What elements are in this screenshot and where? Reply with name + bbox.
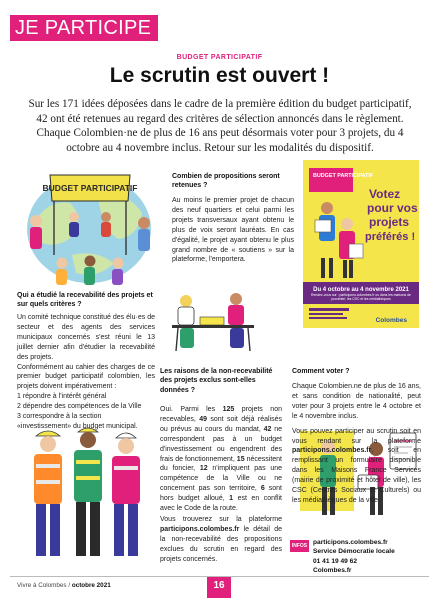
- howto-body: [292, 382, 421, 506]
- study-paragraph-2: Conformément au cahier des charges de ce premier budget participatif colombien, les projets doivent impérativement :: [17, 363, 155, 391]
- infos-website[interactable]: participons.colombes.fr: [313, 539, 388, 546]
- globe-illustration: [14, 159, 164, 287]
- article-kicker: BUDGET PARTICIPATIF: [176, 54, 263, 61]
- table-illustration: [162, 287, 264, 357]
- poster-info: Rendez-vous sur : participons.colombes.fr ou dans les maisons de proximité, les CSC et les médiathèques: [311, 293, 411, 301]
- infos-phone: 01 41 19 49 62: [313, 557, 357, 565]
- poster-date: Du 4 octobre au 4 novembre 2021: [313, 287, 409, 293]
- footer-issue: [17, 582, 111, 589]
- count-land-needed: 15: [236, 455, 245, 463]
- text-run: n'impliquent pas une compétence de la Ville ou ne concernent pas son territoire,: [160, 465, 283, 493]
- text-run: projets non recevables,: [160, 406, 282, 423]
- study-body: [17, 313, 155, 432]
- text-run: Oui. Parmi les: [160, 406, 223, 413]
- study-criterion-3: 3 correspondre à la section «investissement» du budget municipal.: [17, 413, 138, 430]
- poster-headline-3: projets: [369, 215, 410, 229]
- proposals-heading: Combien de propositions seront retenues ?: [172, 173, 280, 190]
- magazine-name: Vivre à Colombes: [17, 582, 67, 589]
- infos-service: Service Démocratie locale: [313, 548, 395, 556]
- study-criterion-2: 2 dépendre des compétences de la Ville: [17, 403, 142, 411]
- article-lead: Sur les 171 idées déposées dans le cadre de la première édition du budget participatif, 42 ont été retenues au regard des critères de sélection annoncés dans le règlement. Chaque Colombien·ne de plus de 16 ans peut désormais voter pour 3 projets, du 4 octobre au 4 novembre inclus. Retour sur les modalités du dispositif.: [28, 98, 412, 154]
- text-run: , soit en remplissant un formulaire disponible dans les Maisons France Services (mairie de proximité et hôtel de ville), les CSC (Centres Sociaux et Culturels) ou les médiathèques de la ville.: [292, 447, 421, 504]
- page-number: 16: [207, 577, 231, 598]
- text-run: Vous pouvez participer au scrutin soit en vous rendant sur la plateforme: [292, 427, 421, 445]
- rejections-paragraph-2: [160, 515, 282, 565]
- text-run: ne correspondent pas à un budget d'investissement ou engendrent des frais de fonctionnement,: [160, 425, 282, 463]
- count-not-admissible: 125: [222, 406, 235, 413]
- count-over-budget: 6: [260, 485, 265, 493]
- count-already-done: 49: [199, 415, 207, 423]
- rejections-paragraph-1: [160, 405, 282, 514]
- howto-paragraph-1: Chaque Colombien.ne de plus de 16 ans, et sans condition de nationalité, peut voter pour 3 projets entre le 4 octobre et le 4 novembre inclus.: [292, 383, 421, 420]
- footer-separator: /: [66, 582, 72, 589]
- study-criterion-1: 1 répondre à l'intérêt général: [17, 393, 107, 401]
- proposals-body: Au moins le premier projet de chacun des neuf quartiers et celui parmi les projets transversaux ayant obtenu le plus de voix seront lauréats. En cas d'égalité, le projet ayant obtenu le plus grand nombre de « soutiens » sur la plateforme, l'emportera.: [172, 197, 294, 264]
- rejections-heading: Les raisons de la non-recevabilité des projets exclus sont-elles données ?: [160, 368, 273, 394]
- poster-headline-4: préférés !: [365, 231, 416, 243]
- text-run: le détail de la non-recevabilité des propositions exclues du scrutin en regard des projets concernés.: [160, 525, 282, 563]
- infos-city-site[interactable]: Colombes.fr: [313, 566, 352, 574]
- poster-headline-1: Votez: [369, 187, 401, 201]
- count-not-investment: 42: [263, 425, 272, 433]
- section-title: JE PARTICIPE: [15, 17, 152, 39]
- howto-paragraph-2: [292, 427, 421, 506]
- text-run: nécessitent du foncier,: [160, 455, 282, 473]
- section-banner: [10, 15, 158, 41]
- campaign-poster: [303, 160, 419, 328]
- count-not-competence: 12: [199, 465, 208, 473]
- platform-link[interactable]: participons.colombes.fr: [160, 525, 240, 533]
- study-paragraph-1: Un comité technique constitué des élu·es de secteur et des agents des services municipaux concernés s'est réuni le 13 juillet dernier afin d'étudier la recevabilité des projets.: [17, 314, 155, 361]
- platform-link[interactable]: participons.colombes.fr: [292, 447, 372, 455]
- poster-logo: Colombes: [375, 317, 407, 324]
- globe-sign-label: BUDGET PARTICIPATIF: [42, 183, 138, 193]
- text-run: Vous trouverez sur la plateforme: [160, 515, 282, 523]
- poster-tag: BUDGET PARTICIPATIF: [313, 173, 374, 179]
- workers-illustration: [18, 424, 156, 564]
- infos-contacts: [313, 538, 395, 575]
- text-run: sont soit déjà réalisés ou prévus au cours du mandat,: [160, 415, 282, 433]
- study-heading: Qui a étudié la recevabilité des projets et sur quels critères ?: [17, 292, 153, 309]
- howto-heading: Comment voter ?: [292, 368, 350, 375]
- text-run: sont hors budget alloué,: [160, 485, 282, 503]
- poster-headline-2: pour vos: [367, 201, 418, 215]
- count-traffic-code: 1: [229, 495, 234, 503]
- article-title: Le scrutin est ouvert !: [109, 64, 330, 87]
- rejections-body: [160, 405, 282, 565]
- infos-badge: INFOS: [290, 540, 309, 552]
- text-run: est en conflit avec le Code de la route.: [160, 495, 282, 513]
- issue-date: octobre 2021: [71, 582, 111, 589]
